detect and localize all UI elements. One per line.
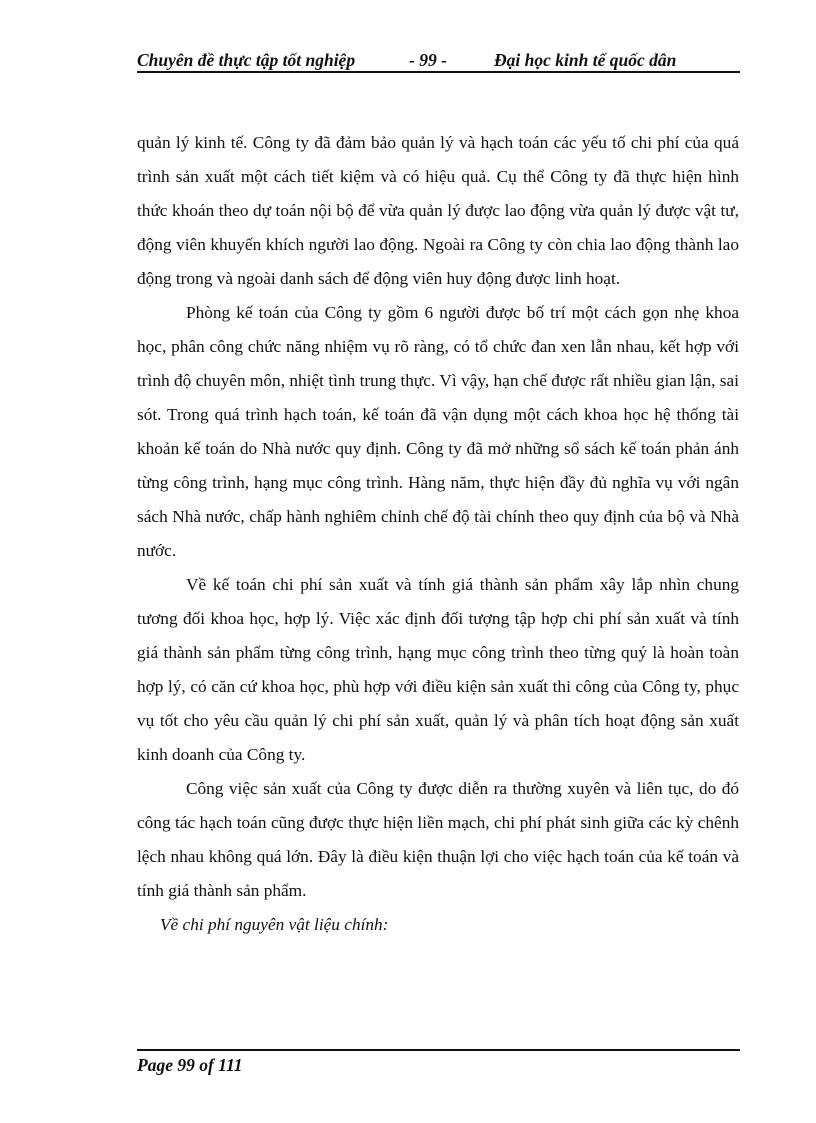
- header-divider: [137, 71, 740, 73]
- paragraph-production-work: Công việc sản xuất của Công ty được diễn ra thường xuyên và liên tục, do đó công tác hạch toán cũng được thực hiện liền mạch, chi phí phát sinh giữa các kỳ chênh lệch nhau không quá lớn. Đây là điều kiện thuận lợi cho việc hạch toán của kế toán và tính giá thành sản phẩm.: [137, 779, 739, 900]
- footer-divider: [137, 1049, 740, 1051]
- page-header: [137, 49, 740, 71]
- section-subheading: Về chi phí nguyên vật liệu chính:: [160, 915, 389, 934]
- document-body: [137, 126, 739, 942]
- paragraph-continued: quản lý kinh tế. Công ty đã đảm bảo quản lý và hạch toán các yếu tố chi phí của quá trình sản xuất một cách tiết kiệm và có hiệu quả. Cụ thể Công ty đã thực hiện hình thức khoán theo dự toán nội bộ để vừa quản lý được lao động vừa quản lý được vật tư, động viên khuyến khích người lao động. Ngoài ra Công ty còn chia lao động thành lao động trong và ngoài danh sách để động viên huy động được linh hoạt.: [137, 133, 739, 288]
- header-report-title: Chuyên đề thực tập tốt nghiệp: [137, 50, 356, 70]
- footer-page-count: Page 99 of 111: [137, 1055, 243, 1075]
- header-page-number: - 99 -: [409, 50, 447, 70]
- paragraph-accounting-department: Phòng kế toán của Công ty gồm 6 người được bố trí một cách gọn nhẹ khoa học, phân công chức năng nhiệm vụ rõ ràng, có tổ chức đan xen lẫn nhau, kết hợp với trình độ chuyên môn, nhiệt tình trung thực. Vì vậy, hạn chế được rất nhiều gian lận, sai sót. Trong quá trình hạch toán, kế toán đã vận dụng một cách khoa học hệ thống tài khoản kế toán do Nhà nước quy định. Công ty đã mở những sổ sách kế toán phản ánh từng công trình, hạng mục công trình. Hàng năm, thực hiện đầy đủ nghĩa vụ với ngân sách Nhà nước, chấp hành nghiêm chỉnh chế độ tài chính theo quy định của bộ và Nhà nước.: [137, 303, 739, 560]
- paragraph-cost-accounting: Về kế toán chi phí sản xuất và tính giá thành sản phẩm xây lắp nhìn chung tương đối khoa học, hợp lý. Việc xác định đối tượng tập hợp chi phí sản xuất và tính giá thành sản phẩm từng công trình, hạng mục công trình theo từng quý là hoàn toàn hợp lý, có căn cứ khoa học, phù hợp với điều kiện sản xuất thi công của Công ty, phục vụ tốt cho yêu cầu quản lý chi phí sản xuất, quản lý và phân tích hoạt động sản xuất kinh doanh của Công ty.: [137, 575, 739, 764]
- header-university-name: Đại học kinh tế quốc dân: [494, 50, 677, 70]
